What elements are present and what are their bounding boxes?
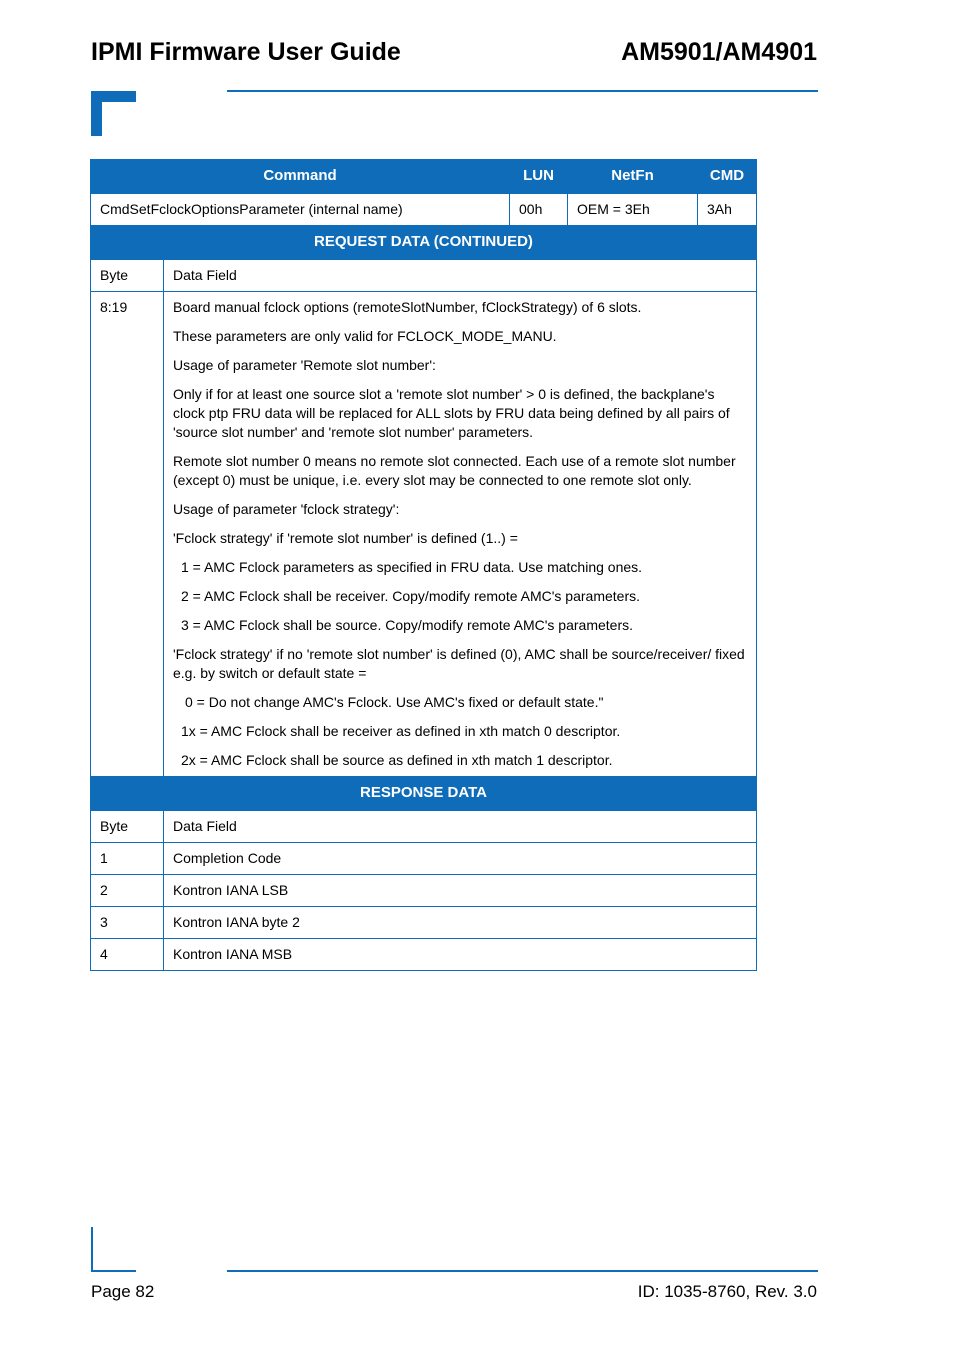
table-row <box>91 939 757 971</box>
description-paragraph: 'Fclock strategy' if 'remote slot number' is defined (1..) = <box>173 530 518 546</box>
header-rule <box>227 90 818 92</box>
footer-corner-mark <box>91 1227 93 1272</box>
table-row <box>91 875 757 907</box>
command-cmd: 3Ah <box>698 194 757 226</box>
page-number: Page 82 <box>91 1282 155 1301</box>
strategy-option: 1 = AMC Fclock parameters as specified in FRU data. Use matching ones. <box>181 559 643 575</box>
col-header-cmd: CMD <box>698 160 757 194</box>
request-field-header: Data Field <box>164 260 757 292</box>
response-field: Kontron IANA MSB <box>164 939 757 971</box>
response-field-header: Data Field <box>164 811 757 843</box>
request-section-title: REQUEST DATA (CONTINUED) <box>91 226 757 260</box>
description-paragraph: 'Fclock strategy' if no 'remote slot number' is defined (0), AMC shall be source/receiver/ fixed e.g. by switch or default state = <box>173 646 745 681</box>
col-header-lun: LUN <box>510 160 568 194</box>
description-paragraph: These parameters are only valid for FCLOCK_MODE_MANU. <box>173 328 557 344</box>
table-row <box>91 907 757 939</box>
response-byte-header: Byte <box>91 811 164 843</box>
request-byte: 8:19 <box>91 292 164 777</box>
command-table <box>90 159 757 971</box>
response-byte: 2 <box>91 875 164 907</box>
col-header-netfn: NetFn <box>568 160 698 194</box>
command-name: CmdSetFclockOptionsParameter (internal name) <box>91 194 510 226</box>
table-header-row <box>91 160 757 194</box>
response-field: Kontron IANA LSB <box>164 875 757 907</box>
command-lun: 00h <box>510 194 568 226</box>
corner-mark <box>91 91 102 136</box>
footer-rule <box>227 1270 818 1272</box>
description-paragraph: Remote slot number 0 means no remote slot connected. Each use of a remote slot number (except 0) must be unique, i.e. every slot may be connected to one remote slot only. <box>173 453 736 488</box>
request-byte-header: Byte <box>91 260 164 292</box>
strategy-option: 3 = AMC Fclock shall be source. Copy/modify remote AMC's parameters. <box>181 617 634 633</box>
footer-corner-mark <box>91 1270 136 1272</box>
response-section-title: RESPONSE DATA <box>91 777 757 811</box>
strategy-option: 1x = AMC Fclock shall be receiver as defined in xth match 0 descriptor. <box>181 723 621 739</box>
response-section-row <box>91 777 757 811</box>
description-paragraph: Board manual fclock options (remoteSlotNumber, fClockStrategy) of 6 slots. <box>173 299 642 315</box>
response-field: Completion Code <box>164 843 757 875</box>
request-section-row <box>91 226 757 260</box>
command-netfn: OEM = 3Eh <box>568 194 698 226</box>
product-model: AM5901/AM4901 <box>621 38 817 66</box>
description-paragraph: Only if for at least one source slot a 'remote slot number' > 0 is defined, the backplane's clock ptp FRU data will be replaced for ALL slots by FRU data being defined by all pairs of 'source slot number' and 'remote slot number' parameters. <box>173 386 730 440</box>
document-title: IPMI Firmware User Guide <box>91 38 401 66</box>
strategy-option: 2 = AMC Fclock shall be receiver. Copy/modify remote AMC's parameters. <box>181 588 641 604</box>
request-field-description <box>164 292 757 777</box>
table-row <box>91 843 757 875</box>
request-header-row <box>91 260 757 292</box>
strategy-option: 0 = Do not change AMC's Fclock. Use AMC's fixed or default state." <box>185 694 604 710</box>
response-field: Kontron IANA byte 2 <box>164 907 757 939</box>
response-byte: 3 <box>91 907 164 939</box>
document-id: ID: 1035-8760, Rev. 3.0 <box>637 1282 817 1301</box>
response-byte: 4 <box>91 939 164 971</box>
col-header-command: Command <box>91 160 510 194</box>
description-paragraph: Usage of parameter 'fclock strategy': <box>173 501 400 517</box>
response-byte: 1 <box>91 843 164 875</box>
response-header-row <box>91 811 757 843</box>
table-row <box>91 292 757 777</box>
description-paragraph: Usage of parameter 'Remote slot number': <box>173 357 436 373</box>
command-row <box>91 194 757 226</box>
strategy-option: 2x = AMC Fclock shall be source as defined in xth match 1 descriptor. <box>181 752 613 768</box>
